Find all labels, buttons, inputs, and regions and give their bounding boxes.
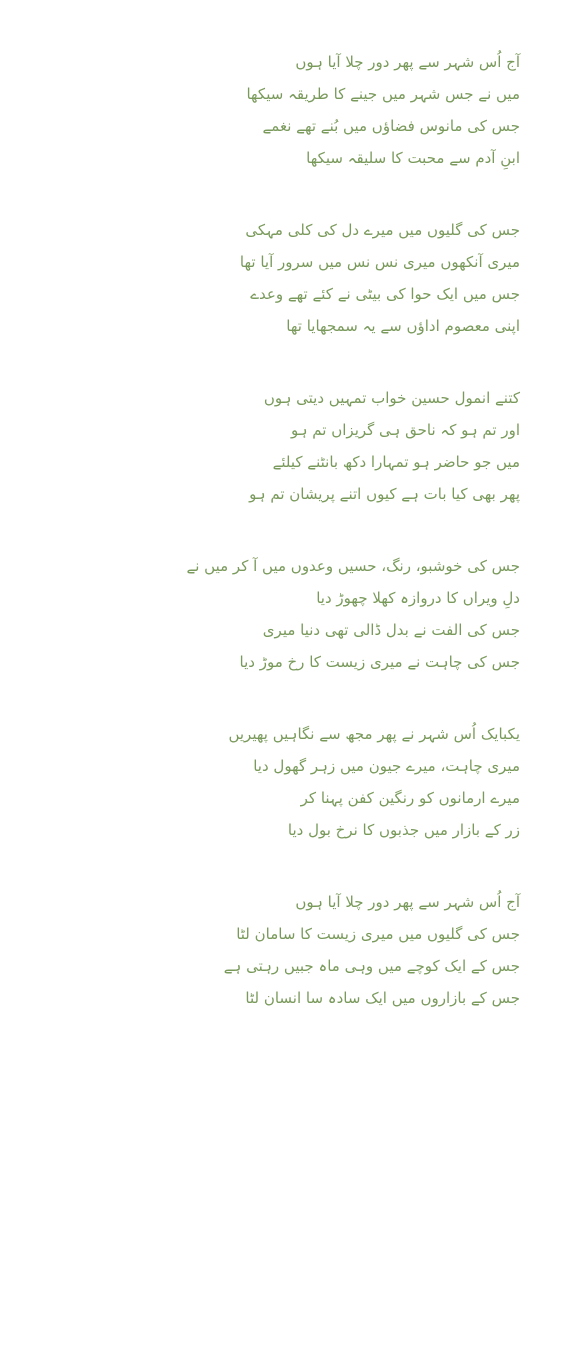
poem-line: آج اُس شہر سے پھر دور چلا آیا ہوں: [295, 893, 520, 911]
stanza-6: [160, 892, 520, 1008]
poem-line: میرے ارمانوں کو رنگین کفن پہنا کر: [300, 789, 520, 807]
stanza-3: [160, 388, 520, 504]
stanza-5: [160, 724, 520, 840]
poem-line: ابنِ آدم سے محبت کا سلیقہ سیکھا: [306, 149, 520, 167]
poem-line: اپنی معصوم اداؤں سے یہ سمجھایا تھا: [286, 317, 520, 335]
poem-line: اور تم ہو کہ ناحق ہی گریزاں تم ہو: [291, 421, 520, 439]
poem-line: جس کے ایک کوچے میں وہی ماہ جبیں رہتی ہے: [223, 957, 520, 975]
poem-line: یکبایک اُس شہر نے پھر مجھ سے نگاہیں پھیریں: [228, 725, 520, 743]
poem-line: جس کی خوشبو، رنگ، حسیں وعدوں میں آ کر میں نے: [186, 557, 520, 575]
poem-line: میں نے جس شہر میں جینے کا طریقہ سیکھا: [246, 85, 520, 103]
poem-line: میری آنکھوں میری نس نس میں سرور آیا تھا: [239, 253, 520, 271]
poem-line: میں جو حاضر ہو تمہارا دکھ بانٹنے کیلئے: [272, 453, 520, 471]
poem-line: کتنے انمول حسین خواب تمہیں دیتی ہوں: [263, 389, 520, 407]
poem: [160, 52, 520, 1060]
poem-line: جس کے بازاروں میں ایک سادہ سا انسان لٹا: [245, 989, 520, 1007]
stanza-4: [160, 556, 520, 672]
poem-line: جس کی گلیوں میں میرے دل کی کلی مہکی: [245, 221, 520, 239]
poem-line: جس کی الفت نے بدل ڈالی تھی دنیا میری: [262, 621, 520, 639]
poem-line: جس کی چاہت نے میری زیست کا رخ موڑ دیا: [239, 653, 520, 671]
poem-line: دلِ ویراں کا دروازہ کھلا چھوڑ دیا: [316, 589, 520, 607]
stanza-1: [160, 52, 520, 168]
poem-line: جس کی مانوس فضاؤں میں بُنے تھے نغمے: [262, 117, 520, 135]
poem-line: پھر بھی کیا بات ہے کیوں اتنے پریشان تم ہو: [249, 485, 520, 503]
poem-line: زر کے بازار میں جذبوں کا نرخ بول دیا: [287, 821, 520, 839]
poem-line: آج اُس شہر سے پھر دور چلا آیا ہوں: [295, 53, 520, 71]
poem-line: میری چاہت، میرے جیون میں زہر گھول دیا: [253, 757, 520, 775]
stanza-2: [160, 220, 520, 336]
poem-line: جس کی گلیوں میں میری زیست کا سامان لٹا: [236, 925, 520, 943]
poem-line: جس میں ایک حوا کی بیٹی نے کئے تھے وعدے: [250, 285, 520, 303]
